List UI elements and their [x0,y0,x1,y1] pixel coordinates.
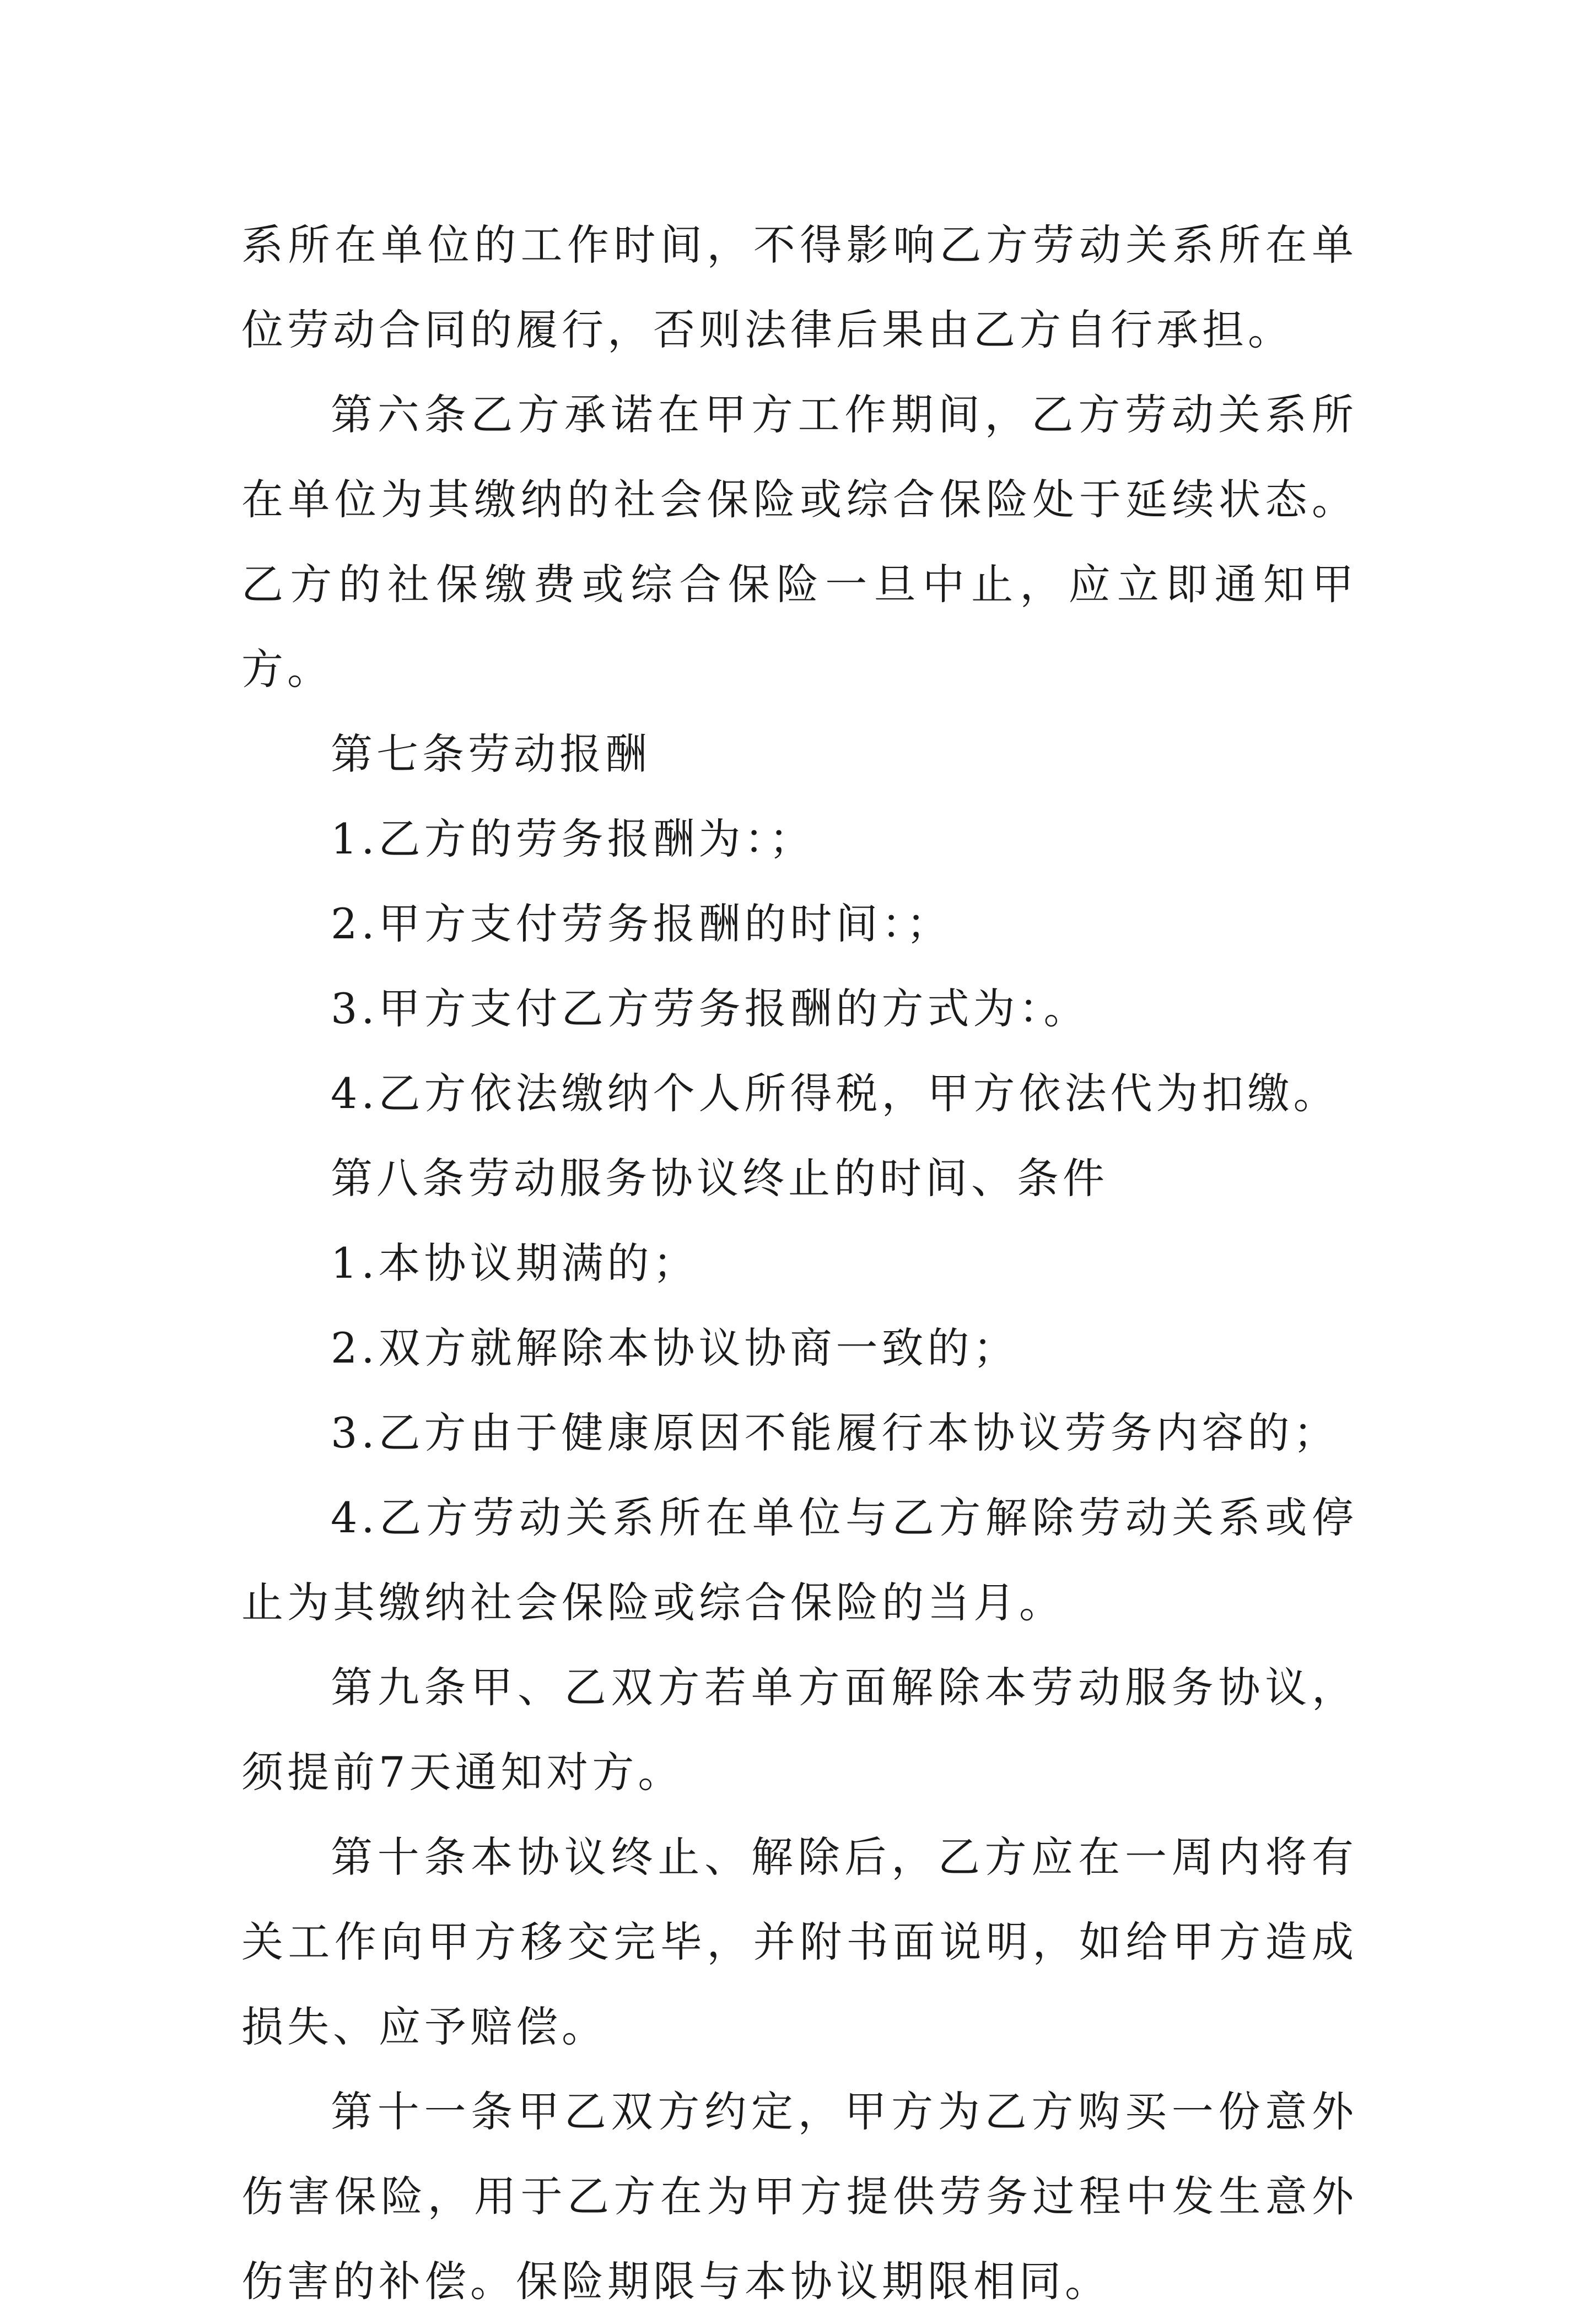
list-item-8-1: 1.本协议期满的； [331,1239,699,1288]
list-item-8-2: 2.双方就解除本协议协商一致的； [331,1323,1019,1372]
document-body [241,203,1357,2324]
list-item-7-2: 2.甲方支付劳务报酬的时间：； [331,899,952,948]
list-item-8-3: 3.乙方由于健康原因不能履行本协议劳务内容的； [331,1408,1339,1457]
list-item-7-1: 1.乙方的劳务报酬为：； [331,814,815,863]
paragraph-article-11: 第十一条甲乙双方约定，甲方为乙方购买一份意外伤害保险，用于乙方在为甲方提供劳务过程中发生意外伤害的补偿。保险期限与本协议期限相同。 [241,2087,1357,2306]
list-item-7-3: 3.甲方支付乙方劳务报酬的方式为：。 [331,984,1090,1033]
heading-article-7: 第七条劳动报酬 [331,729,651,779]
paragraph-continuation: 系所在单位的工作时间，不得影响乙方劳动关系所在单位劳动合同的履行，否则法律后果由乙方自行承担。 [241,220,1357,354]
list-item-8-4: 4.乙方劳动关系所在单位与乙方解除劳动关系或停止为其缴纳社会保险或综合保险的当月。 [241,1493,1357,1627]
paragraph-article-9: 第九条甲、乙双方若单方面解除本劳动服务协议，须提前7天通知对方。 [241,1663,1357,1797]
heading-article-8: 第八条劳动服务协议终止的时间、条件 [331,1154,1108,1203]
list-item-7-4: 4.乙方依法缴纳个人所得税，甲方依法代为扣缴。 [331,1069,1339,1118]
paragraph-article-10: 第十条本协议终止、解除后，乙方应在一周内将有关工作向甲方移交完毕，并附书面说明，如给甲方造成损失、应予赔偿。 [241,1833,1357,2051]
paragraph-article-6: 第六条乙方承诺在甲方工作期间，乙方劳动关系所在单位为其缴纳的社会保险或综合保险处于延续状态。乙方的社保缴费或综合保险一旦中止，应立即通知甲方。 [241,390,1357,694]
